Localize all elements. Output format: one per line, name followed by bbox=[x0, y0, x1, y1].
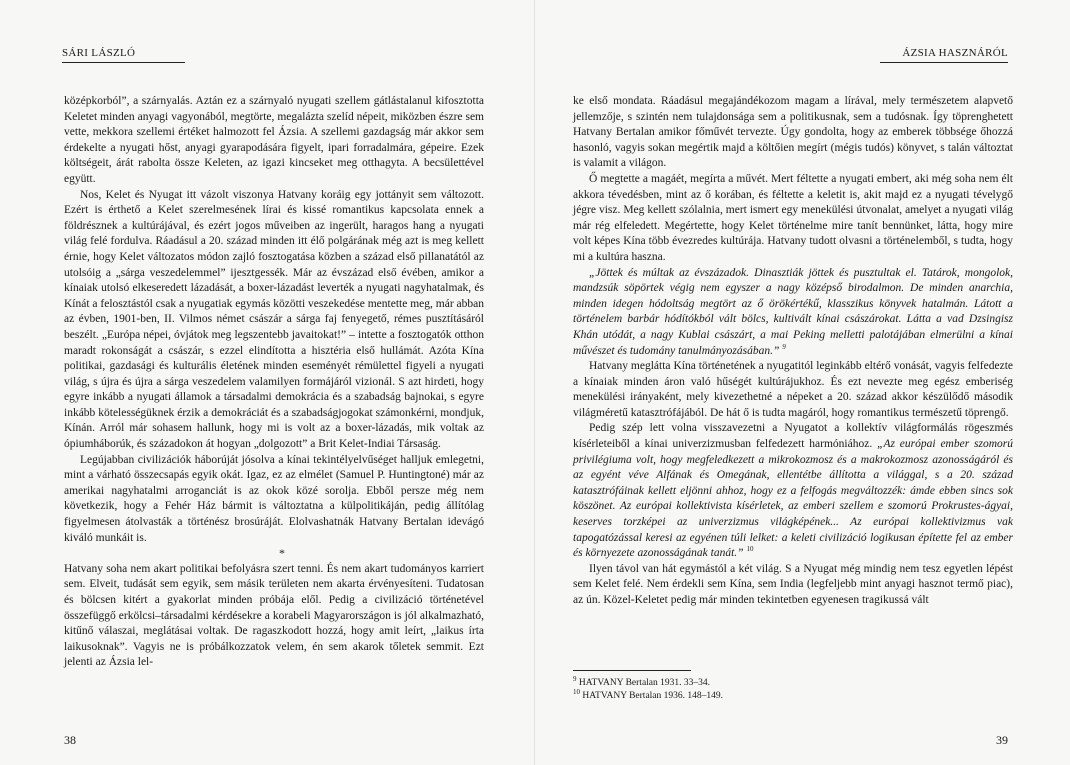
footnote-number: 9 bbox=[573, 674, 577, 683]
right-page-number: 39 bbox=[996, 733, 1008, 747]
footnote-ref: 9 bbox=[782, 342, 786, 351]
footnote-text: HATVANY Bertalan 1931. 33–34. bbox=[578, 678, 711, 688]
right-page bbox=[535, 0, 1070, 765]
section-separator: * bbox=[279, 546, 285, 561]
quote-text: „Jöttek és múltak az évszázadok. Dinasztiák jöttek és pusztultak el. Tatárok, mongolok, mandzsúk söpörtek végig nem egyszer a nagy középső birodalmon. De minden anarchia, minden idegen hódoltság megtört az ő örökértékű, klasszikus könyvek hatalmán. Látott a történelem barbár hódítókból vált bölcs, kultivált kínai császárokat. Látta a vad Dzsingisz Khán utódát, a nagy Kublai császárt, a mai Peking melletti palotájában elmerülni a kínai művészet és tudomány tanulmányozásában.” bbox=[573, 266, 1013, 357]
footnote-rule bbox=[573, 670, 691, 671]
left-running-head: SÁRI LÁSZLÓ bbox=[62, 47, 136, 59]
paragraph: középkorból”, a szárnyalás. Aztán ez a szárnyaló nyugati szellem gátlástalanul kifosztotta Keletet minden anyagi vagyonából, megtörte, megalázta szelíd népeit, miközben észre sem vette, mekkora szellemi értéket halmozott fel Ázsia. A szellemi gazdagság már akkor sem érdekelte a nyugati hőst, anyagi gyarapodására figyelt, ipari forradalmára, gépeire. Ezek költségeit, árát rabolta össze Keleten, az igazi kincseket meg otthagyta. A becsülettével együtt. bbox=[64, 95, 484, 185]
left-page-number: 38 bbox=[64, 733, 76, 747]
inline-quote: „Az európai ember szomorú privilégiuma volt, hogy megfeledkezett a mikrokozmosz és a makrokozmosz azonosságáról és az egyént véve Alfának és Omegának, ellentétbe állította a világgal, s a 20. század katasztrófáinak kellett eljönni ahhoz, hogy ez a felfogás megváltozzék: ámde ebben sincs sok köszönet. Az európai kollektivista kísérletek, az emberi szellem e szomorú Prokrustes-ágyai, keserves torzképei az univerzizmus világképének... Az európai kollektivizmus vak tapogatózással keresi az egyénen túli lelket: a keleti civilizáció logikusan építette fel az ember és környezete azonosságának tanát.” bbox=[573, 438, 1014, 560]
paragraph bbox=[573, 421, 1013, 561]
paragraph: ke első mondata. Ráadásul megajándékozom magam a lírával, mely természetem alapvető jellemzője, s szintén nem tulajdonsága sem a politikusnak, sem a tudósnak. Így töprenghetett Hatvany Bertalan amikor főművét tervezte. Úgy gondolta, hogy az emberek többsége őhozzá hasonló, vagyis sokan megértik majd a költőien megírt (mégis tudós) könyvet, s talán változtat is valamit a világon. bbox=[573, 95, 1013, 170]
paragraph: Ő megtette a magáét, megírta a művét. Mert féltette a nyugati embert, aki még soha nem élt akkora tévedésben, mint az ő korában, és féltette a keletit is, akit majd ez a nyugati tévelygő jégre visz. Meg kellett szólalnia, mert ismert egy menekülési útvonalat, amelyet a nyugati világ már rég elfeledett. Megértette, hogy Kelet történelme mire tanít bennünket, látta, hogy mire volt képes Kína több évezredes kultúrája. Hatvany tudott olvasni a történelemből, s tudta, hogy mi a kultúra haszna. bbox=[573, 172, 1013, 263]
footnote bbox=[573, 687, 1013, 703]
left-body-text bbox=[64, 94, 484, 671]
right-body-text bbox=[573, 94, 1013, 609]
footnote-ref: 10 bbox=[746, 545, 754, 554]
footnote-number: 10 bbox=[573, 687, 580, 696]
paragraph: Hatvany meglátta Kína történetének a nyugatitól leginkább eltérő vonását, vagyis felfedezte a kínaiak minden áron való hűségét kultúrájukhoz. És ezt nevezte meg egész emberiség menekülési irányaként, mely kivezethetné a népeket a 20. század akkor készülődő második világméretű katasztrófájából. De hát ő is tudta magáról, hogy romantikus természetű töprengő. bbox=[573, 360, 1013, 419]
paragraph-intro: Pedig szép lett volna visszavezetni a Nyugatot a kollektív világformálás rögeszmés kísérleteiből a kínai univerzizmusban felfedezett harmóniához. bbox=[573, 422, 1013, 451]
block-quote bbox=[573, 266, 1013, 360]
paragraph: Legújabban civilizációk háborúját jósolva a kínai tekintélyelvűséget halljuk emlegetni, mint a várható összecsapás egyik okát. Igaz, ez az elmélet (Samuel P. Huntingtoné) már az amerikai nagyhatalmi arroganciát is az okok közé sorolja. Ebből persze még nem következik, hogy a Fehér Ház bármit is változtatna a külpolitikáján, pedig állítólag figyelmesen átolvasták a történész brosúráját. Elolvashatnák Hatvany Bertalan idevágó kiváló munkáit is. bbox=[64, 453, 484, 544]
paragraph: Ilyen távol van hát egymástól a két világ. S a Nyugat még mindig nem tesz egyetlen lépést sem Kelet felé. Nem érdekli sem Kína, sem India (legfeljebb mint anyagi hasznot termő piac), az ún. Közel-Keletet pedig már minden tekintetben egyenesen tragikussá vált bbox=[573, 562, 1013, 606]
right-running-head: ÁZSIA HASZNÁRÓL bbox=[902, 47, 1008, 59]
footnote bbox=[573, 674, 1013, 690]
footnote-text: HATVANY Bertalan 1936. 148–149. bbox=[582, 690, 724, 701]
footnotes bbox=[573, 674, 1013, 702]
paragraph: Hatvany soha nem akart politikai befolyásra szert tenni. És nem akart tudományos karriert sem. Elveit, tudását sem egyik, sem másik területen nem akarta érvényesíteni. Tudatosan és bölcsen kitért a gyakorlat minden próbája elől. Pedig a civilizáció történetével összefüggő erkölcsi–társadalmi kérdésekre a korabeli Magyarországon is jól alkalmazható, kitűnő válaszai, meglátásai voltak. De ragaszkodott hozzá, hogy amit leírt, „laikus írta laikusoknak”. Vagyis ne is próbálkozzatok velem, én sem akarok tőletek semmit. Ezt jelenti az Ázsia lel- bbox=[64, 562, 484, 669]
right-head-rule bbox=[880, 62, 1008, 63]
left-head-rule bbox=[62, 62, 185, 63]
paragraph: Nos, Kelet és Nyugat itt vázolt viszonya Hatvany koráig egy jottányit sem változott. Ezért is érthető a Kelet szerelmesének lírai és kissé romantikus kapcsolata ennek a földrésznek a kultúrájával, és ezért jogos műveiben az ingerült, haragos hang a nyugati világ felé fordulva. Ráadásul a 20. század minden itt élő polgárának még azt is meg kellett érnie, hogy Kelet változatos módon zajló fosztogatása közben a század első pillanatától az utolsóig a „sárga veszedelemmel” ijesztgessék. Már az évszázad első évében, amikor a kínaiak utolsó elkeseredett lázadását, a boxer-lázadást leverték a nyugati nagyhatalmak, és Kínát a felosztástól csak a nyugatiak egymás közötti veszekedése mentette meg, már abban az évben, 1901-ben, II. Vilmos német császár a sárga faj fenyegető, rémes pusztításáról beszélt. „Európa népei, óvjátok meg legszentebb javaitokat!” – intette a fosztogatók otthon maradt rokonságát a császár, s ezzel elindította a hisztéria első hullámát. Azóta Kína politikai, gazdasági és kulturális életének minden eseményét rémülettel figyeli a nyugati világ, s újra és újra a sárga veszedelem valamilyen formájáról vizionál. S azt hirdeti, hogy egyre inkább a nyugati államok a társadalmi demokrácia és a szabadság bajnokai, s egyre inkább kötelességüknek érzik a demokráciát és a szabadságjogokat számonkérni, mondjuk, Kínán. Arról már sohasem hallunk, hogy mi is volt az a boxer-lázadás, mik voltak az ópiumháborúk, és századokon át hogyan „dolgozott” a Brit Kelet-Indiai Társaság. bbox=[64, 188, 484, 451]
